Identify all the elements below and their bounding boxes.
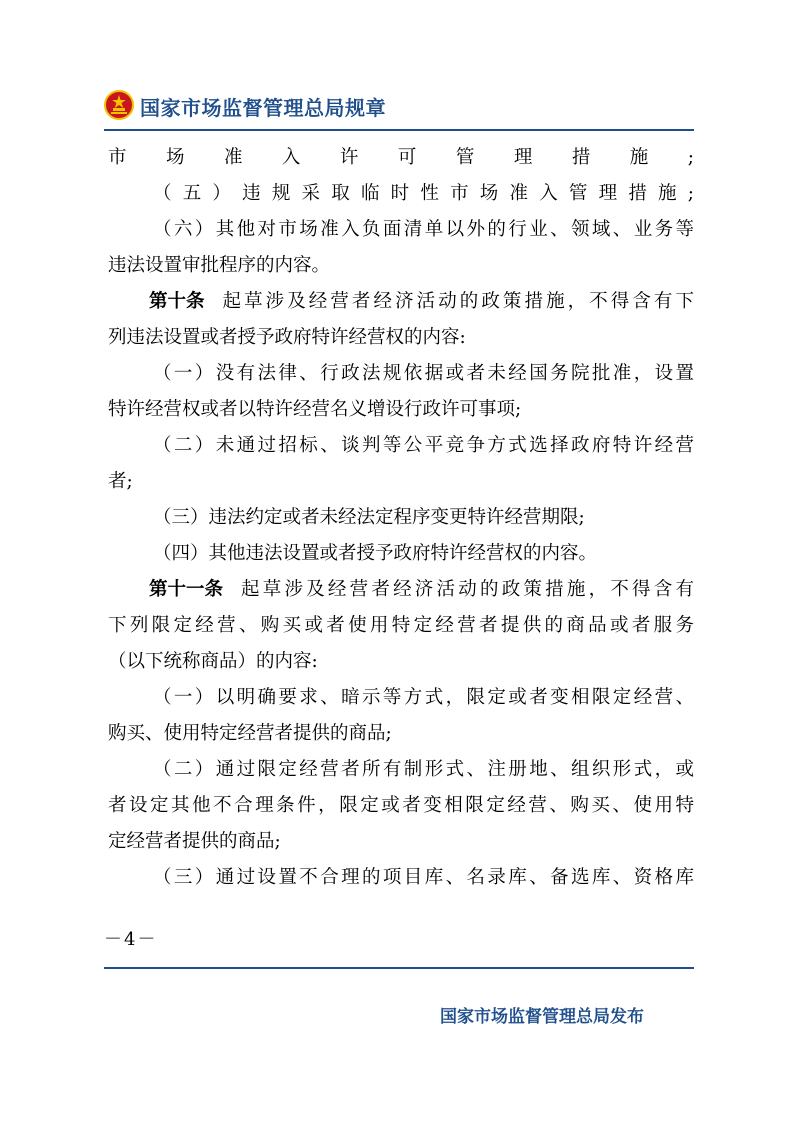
header-title: 国家市场监督管理总局规章 xyxy=(140,96,386,120)
text-line: 违法设置审批程序的内容。 xyxy=(108,255,331,276)
footer-divider xyxy=(104,967,694,969)
text-line: （五）违规采取临时性市场准入管理措施; xyxy=(153,183,694,204)
article-heading: 第十条 xyxy=(149,291,205,312)
footer-publisher: 国家市场监督管理总局发布 xyxy=(440,1007,644,1027)
text-line: （二）未通过招标、谈判等公平竞争方式选择政府特许经营 xyxy=(153,435,694,456)
text-line: （三）违法约定或者未经法定程序变更特许经营期限; xyxy=(153,507,585,528)
document-body xyxy=(108,140,694,896)
text-line: （四）其他违法设置或者授予政府特许经营权的内容。 xyxy=(153,543,598,564)
article-line: 第十条 起草涉及经营者经济活动的政策措施，不得含有下 xyxy=(108,284,694,320)
text-line: （一）没有法律、行政法规依据或者未经国务院批准，设置 xyxy=(153,363,694,384)
article-line: 第十一条 起草涉及经营者经济活动的政策措施，不得含有 xyxy=(108,572,694,608)
page-number: －4－ xyxy=(104,929,158,950)
text-line: 者; xyxy=(108,471,133,492)
text-line: （二）通过限定经营者所有制形式、注册地、组织形式，或 xyxy=(153,759,694,780)
text-line: 下列限定经营、购买或者使用特定经营者提供的商品或者服务 xyxy=(108,615,694,636)
text-line: 者设定其他不合理条件，限定或者变相限定经营、购买、使用特 xyxy=(108,795,694,816)
text-line: 列违法设置或者授予政府特许经营权的内容: xyxy=(108,327,466,348)
text-line: 购买、使用特定经营者提供的商品; xyxy=(108,723,392,744)
article-heading: 第十一条 xyxy=(149,579,224,600)
text-line: （一）以明确要求、暗示等方式，限定或者变相限定经营、 xyxy=(153,687,694,708)
text-line: （六）其他对市场准入负面清单以外的行业、领域、业务等 xyxy=(153,219,694,240)
text-line: （以下统称商品）的内容: xyxy=(108,651,318,672)
text-line: （三）通过设置不合理的项目库、名录库、备选库、资格库 xyxy=(153,867,694,888)
text-line: 特许经营权或者以特许经营名义增设行政许可事项; xyxy=(108,399,522,420)
national-emblem-icon xyxy=(104,90,134,120)
page-header xyxy=(104,86,694,126)
header-divider xyxy=(104,129,694,131)
text-line: 市场准入许可管理措施; xyxy=(108,147,694,168)
text-line: 定经营者提供的商品; xyxy=(108,831,281,852)
